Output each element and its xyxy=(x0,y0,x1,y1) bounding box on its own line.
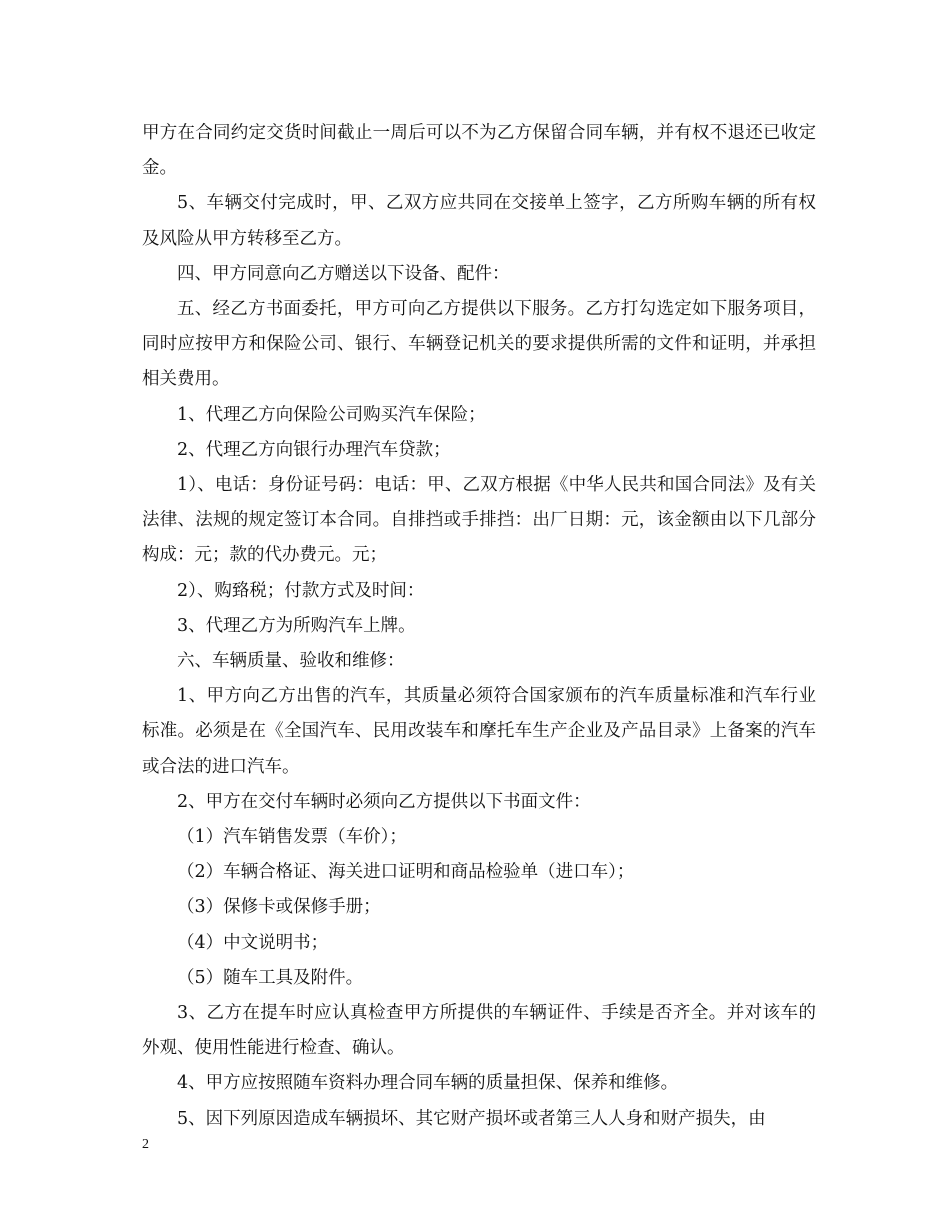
paragraph: （5）随车工具及附件。 xyxy=(177,967,364,988)
page-number: 2 xyxy=(142,1137,149,1152)
paragraph: 4、甲方应按照随车资料办理合同车辆的质量担保、保养和维修。 xyxy=(177,1073,679,1094)
paragraph: （2）车辆合格证、海关进口证明和商品检验单（进口车）； xyxy=(177,862,635,883)
paragraph: 1）、电话：身份证号码：电话：甲、乙双方根据《中华人民共和国合同法》及有关法律、法规的规定签订本合同。自排挡或手排挡：出厂日期：元，该金额由以下几部分构成：元；款的代办费元。元； xyxy=(142,475,816,566)
paragraph: （4）中文说明书； xyxy=(177,932,329,953)
paragraph: （3）保修卡或保修手册； xyxy=(177,897,381,918)
paragraph: 3、代理乙方为所购汽车上牌。 xyxy=(177,615,416,636)
paragraph: 六、车辆质量、验收和维修： xyxy=(177,651,405,672)
paragraph: 2、代理乙方向银行办理汽车贷款； xyxy=(177,439,451,460)
paragraph: 四、甲方同意向乙方赠送以下设备、配件： xyxy=(177,263,510,284)
paragraph: 甲方在合同约定交货时间截止一周后可以不为乙方保留合同车辆，并有权不退还已收定金。 xyxy=(142,123,816,179)
paragraph: 5、车辆交付完成时，甲、乙双方应共同在交接单上签字，乙方所购车辆的所有权及风险从甲方转移至乙方。 xyxy=(142,193,816,249)
paragraph: 五、经乙方书面委托，甲方可向乙方提供以下服务。乙方打勾选定如下服务项目，同时应按甲方和保险公司、银行、车辆登记机关的要求提供所需的文件和证明，并承担相关费用。 xyxy=(142,299,816,390)
paragraph: 5、因下列原因造成车辆损坏、其它财产损坏或者第三人人身和财产损失，由 xyxy=(177,1108,766,1129)
paragraph: 1、甲方向乙方出售的汽车，其质量必须符合国家颁布的汽车质量标准和汽车行业标准。必须是在《全国汽车、民用改装车和摩托车生产企业及产品目录》上备案的汽车或合法的进口汽车。 xyxy=(142,686,816,777)
paragraph: （1）汽车销售发票（车价）； xyxy=(177,827,407,848)
paragraph: 3、乙方在提车时应认真检查甲方所提供的车辆证件、手续是否齐全。并对该车的外观、使用性能进行检查、确认。 xyxy=(142,1003,816,1059)
document-body xyxy=(142,116,816,1137)
paragraph: 1、代理乙方向保险公司购买汽车保险； xyxy=(177,404,486,425)
paragraph: 2、甲方在交付车辆时必须向乙方提供以下书面文件： xyxy=(177,791,591,812)
paragraph: 2）、购臵税；付款方式及时间： xyxy=(177,580,425,601)
